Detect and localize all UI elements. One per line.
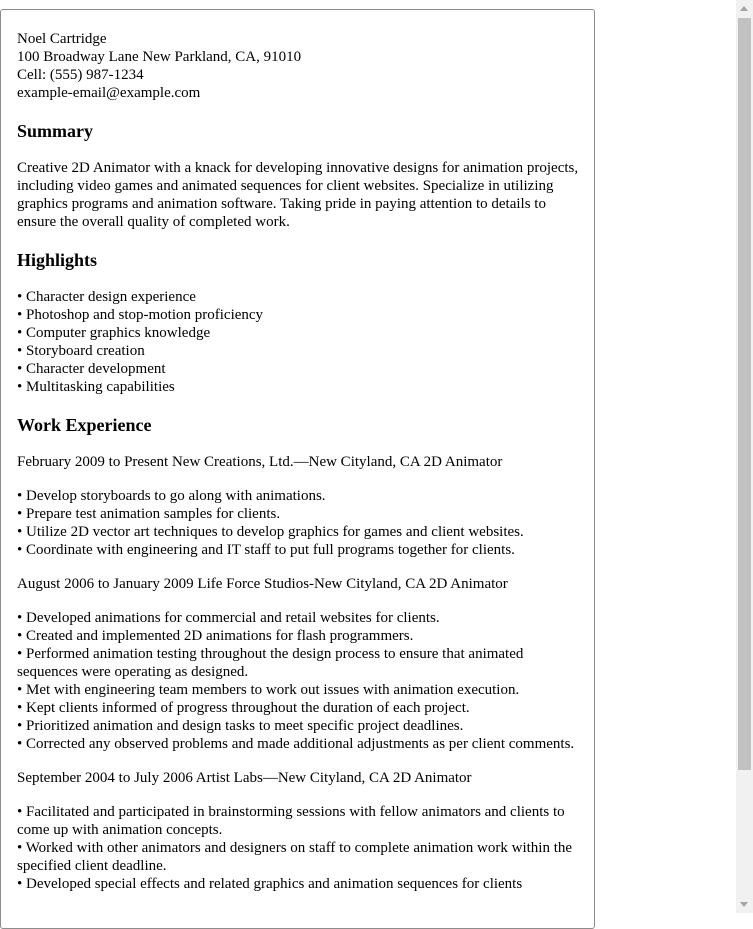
list-item: • Multitasking capabilities [17,379,175,395]
experience-heading: Work Experience [17,415,152,435]
list-item: • Performed animation testing throughout the design process to ensure that animated sequences were operating as designed. [17,646,524,680]
list-item: • Created and implemented 2D animations for flash programmers. [17,628,414,644]
list-item: • Character design experience [17,289,196,305]
scroll-down-icon[interactable] [740,902,748,907]
list-item: • Develop storyboards to go along with animations. [17,488,326,504]
job-header: September 2004 to July 2006 Artist Labs—New Cityland, CA 2D Animator [17,770,472,786]
contact-name: Noel Cartridge [17,31,107,47]
job-header: February 2009 to Present New Creations, Ltd.—New Cityland, CA 2D Animator [17,454,503,470]
list-item: • Storyboard creation [17,343,145,359]
list-item: • Worked with other animators and designers on staff to complete animation work within the specified client deadline. [17,840,573,874]
resume-page [0,9,595,929]
scroll-up-icon[interactable] [740,6,748,11]
vertical-scrollbar[interactable] [736,0,753,913]
list-item: • Prioritized animation and design tasks to meet specific project deadlines. [17,718,464,734]
list-item: • Facilitated and participated in brainstorming sessions with fellow animators and clients to come up with animation concepts. [17,804,565,838]
list-item: • Photoshop and stop-motion proficiency [17,307,264,323]
resume-content [17,30,583,893]
list-item: • Developed special effects and related graphics and animation sequences for clients [17,876,523,892]
list-item: • Corrected any observed problems and made additional adjustments as per client comments. [17,736,575,752]
list-item: • Developed animations for commercial and retail websites for clients. [17,610,440,626]
job-header: August 2006 to January 2009 Life Force Studios-New Cityland, CA 2D Animator [17,576,508,592]
job-duties-list [17,487,583,559]
list-item: • Coordinate with engineering and IT staff to put full programs together for clients. [17,542,515,558]
list-item: • Computer graphics knowledge [17,325,211,341]
list-item: • Prepare test animation samples for clients. [17,506,281,522]
job-duties-list [17,803,583,893]
contact-email: example-email@example.com [17,85,201,101]
contact-cell: Cell: (555) 987-1234 [17,67,144,83]
summary-text: Creative 2D Animator with a knack for developing innovative designs for animation projects, including video games and animated sequences for client websites. Specialize in utilizing graphics programs and animation software. Taking pride in paying attention to details to ensure the overall quality of completed work. [17,160,579,230]
highlights-list [17,288,583,396]
list-item: • Character development [17,361,166,377]
highlights-heading: Highlights [17,250,98,270]
job-duties-list [17,609,583,753]
list-item: • Kept clients informed of progress throughout the duration of each project. [17,700,470,716]
list-item: • Utilize 2D vector art techniques to develop graphics for games and client websites. [17,524,524,540]
scrollbar-thumb[interactable] [738,18,751,770]
summary-heading: Summary [17,121,93,141]
contact-block [17,30,583,102]
list-item: • Met with engineering team members to work out issues with animation execution. [17,682,520,698]
contact-address: 100 Broadway Lane New Parkland, CA, 91010 [17,49,302,65]
